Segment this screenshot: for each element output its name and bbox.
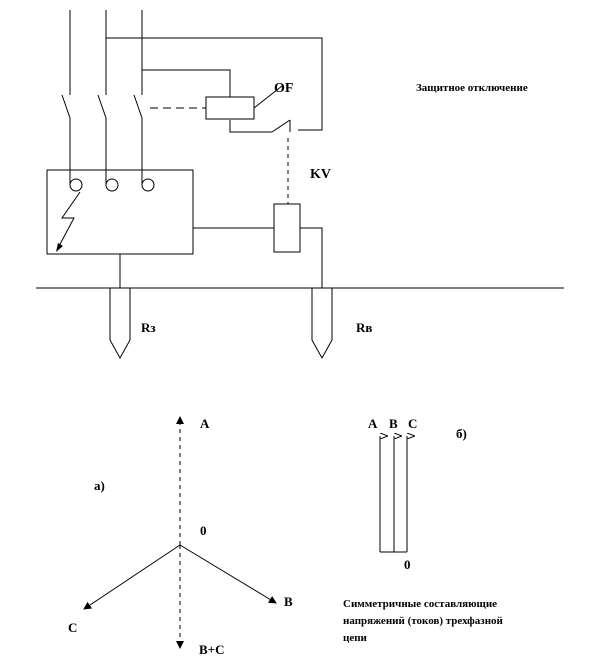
aux-electrode-rv bbox=[312, 288, 372, 358]
caption-line-3: цепи bbox=[343, 632, 367, 644]
relay-contact bbox=[272, 120, 290, 132]
fault-zigzag bbox=[58, 192, 80, 248]
phasor-diagram-b bbox=[368, 416, 467, 572]
breaker-label: OF bbox=[274, 81, 294, 96]
column-c-label: C bbox=[408, 416, 418, 431]
breaker-coil-OF bbox=[206, 81, 293, 119]
rv-label: Rв bbox=[356, 320, 373, 335]
sum-bc-label: B+C bbox=[199, 642, 225, 657]
phasor-c-label: C bbox=[68, 620, 78, 635]
column-a-label: A bbox=[368, 416, 378, 431]
phasor-b-label: B bbox=[284, 594, 293, 609]
rz-label: Rз bbox=[141, 320, 156, 335]
phasor-c bbox=[84, 545, 180, 609]
phasor-diagram-a bbox=[68, 416, 293, 657]
equipment-housing bbox=[47, 170, 193, 254]
phase-lines bbox=[62, 10, 142, 185]
origin-a-label: 0 bbox=[200, 523, 207, 538]
part-a-label: а) bbox=[94, 478, 105, 493]
title: Защитное отключение bbox=[416, 82, 528, 94]
relay-label: KV bbox=[310, 167, 331, 182]
phasor-a-label: A bbox=[200, 416, 210, 431]
column-b-label: B bbox=[389, 416, 398, 431]
phasor-b bbox=[180, 545, 276, 603]
part-b-label: б) bbox=[456, 426, 467, 441]
origin-b-label: 0 bbox=[404, 557, 411, 572]
ground-electrode-rz bbox=[110, 288, 156, 358]
caption-line-2: напряжений (токов) трехфазной bbox=[343, 615, 503, 627]
caption-line-1: Симметричные составляющие bbox=[343, 598, 498, 610]
protective-shutdown-schematic bbox=[36, 10, 564, 358]
caption bbox=[343, 598, 504, 644]
relay-coil-KV bbox=[193, 204, 322, 288]
